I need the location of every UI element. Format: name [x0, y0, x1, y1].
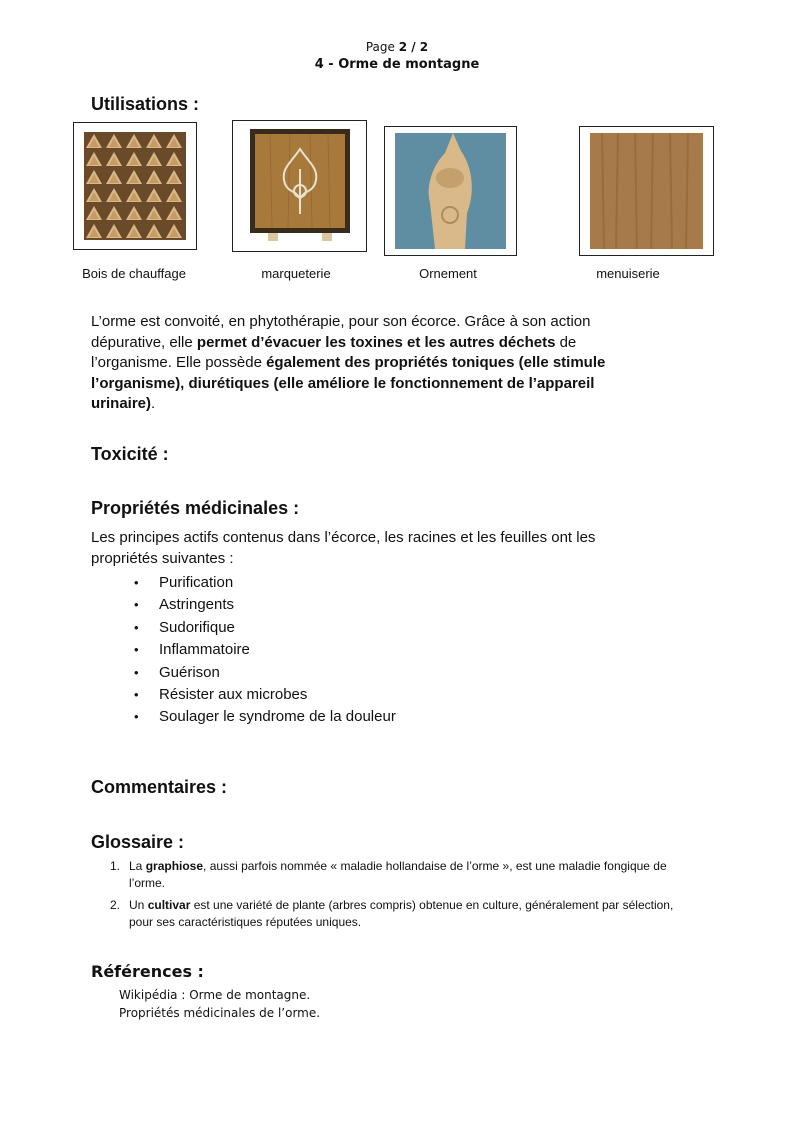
carved-wood-ornament-photo — [395, 133, 506, 249]
toxicite-heading: Toxicité : — [91, 444, 169, 464]
document-title: 4 - Orme de montagne — [314, 57, 480, 72]
utilisations-paragraph: L’orme est convoité, en phytothérapie, pour son écorce. Grâce à son action dépurative, elle permet d’évacuer les toxines et les autres déchets de l’organisme. Elle possède également des propriétés toniques (elle stimule l’organisme), diurétiques (elle améliore le fonctionnement de l’appareil urinaire). — [91, 313, 606, 412]
caption-menuiserie: menuiserie — [596, 266, 660, 281]
caption-bois-de-chauffage: Bois de chauffage — [82, 266, 186, 281]
reference-line: Wikipédia : Orme de montagne. — [119, 988, 311, 1002]
firewood-photo — [84, 132, 186, 240]
caption-ornement: Ornement — [419, 266, 477, 281]
proprietes-list — [91, 572, 396, 729]
utilisations-heading: Utilisations : — [91, 94, 200, 114]
list-item: • Purification — [91, 572, 396, 594]
proprietes-heading: Propriétés médicinales : — [91, 498, 300, 518]
marquetry-cabinet-photo — [250, 129, 350, 243]
proprietes-intro: Les principes actifs contenus dans l’écorce, les racines et les feuilles ont les propriétés suivantes : — [91, 529, 596, 567]
glossaire-heading: Glossaire : — [91, 832, 185, 852]
page-header — [0, 38, 794, 74]
list-item: • Inflammatoire — [91, 639, 396, 661]
glossary-item: 1. La graphiose, aussi parfois nommée « maladie hollandaise de l’orme », est une maladie fongique de l’orme. — [110, 859, 667, 890]
list-item: • Guérison — [91, 662, 396, 684]
marquetry-image-frame — [232, 120, 367, 252]
list-item: • Astringents — [91, 594, 396, 616]
list-item: • Sudorifique — [91, 617, 396, 639]
wood-grain-panel-photo — [590, 133, 703, 249]
references-list — [119, 986, 320, 1022]
firewood-image-frame — [73, 122, 197, 250]
joinery-image-frame — [579, 126, 714, 256]
caption-marqueterie: marqueterie — [261, 266, 331, 281]
references-heading: Références : — [91, 962, 204, 981]
list-item: • Soulager le syndrome de la douleur — [91, 706, 396, 728]
page-number: Page 2 / 2 — [365, 40, 429, 54]
reference-line: Propriétés médicinales de l’orme. — [119, 1006, 321, 1020]
glossaire-list — [91, 858, 691, 936]
glossary-item: 2. Un cultivar est une variété de plante (arbres compris) obtenue en culture, généralement par sélection, pour ses caractéristiques réputées uniques. — [110, 898, 674, 929]
commentaires-heading: Commentaires : — [91, 777, 228, 797]
ornament-image-frame — [384, 126, 517, 256]
list-item: • Résister aux microbes — [91, 684, 396, 706]
